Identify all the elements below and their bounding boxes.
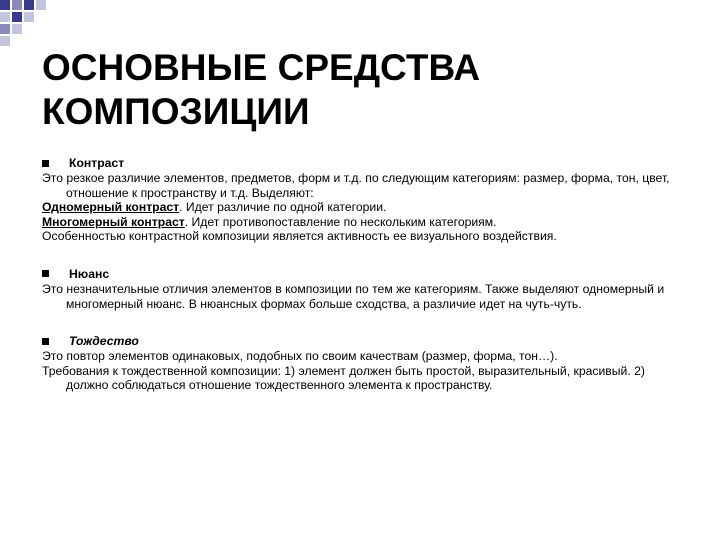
slide-title <box>42 46 682 134</box>
paragraph: Это резкое различие элементов, предметов, форм и т.д. по следующим категориям: размер, форма, тон, цвет, отношение к пространству и т.д. Выделяют: <box>42 171 670 200</box>
slide-body <box>42 155 682 393</box>
section-nuance <box>42 266 682 311</box>
section-identity <box>42 333 682 393</box>
heading-text: Тождество <box>69 333 139 348</box>
heading-text: Нюанс <box>69 266 110 281</box>
heading-text: Контраст <box>69 155 125 170</box>
square-bullet-icon <box>42 338 49 345</box>
section-heading <box>42 333 682 349</box>
square-bullet-icon <box>42 270 49 277</box>
term-description: . Идет противопоставление по нескольким категориям. <box>184 214 497 229</box>
section-contrast <box>42 155 682 244</box>
paragraph: Это незначительные отличия элементов в композиции по тем же категориям. Также выделяют одномерный и многомерный нюанс. В нюансных формах больше сходства, а различие идет на чуть-чуть. <box>42 281 665 311</box>
term-one-dimensional: Одномерный контраст <box>42 200 180 215</box>
square-bullet-icon <box>42 160 49 167</box>
term-multi-dimensional: Многомерный контраст <box>42 214 185 229</box>
paragraph: Требования к тождественной композиции: 1) элемент должен быть простой, выразительный, красивый. 2) должно соблюдаться отношение тождественного элемента к пространству. <box>42 363 645 393</box>
section-heading <box>42 155 682 171</box>
title-line-1: ОСНОВНЫЕ СРЕДСТВА <box>42 47 481 88</box>
title-line-2: КОМПОЗИЦИИ <box>42 91 310 132</box>
paragraph: Это повтор элементов одинаковых, подобных по своим качествам (размер, форма, тон…). <box>42 349 558 364</box>
paragraph <box>42 200 682 215</box>
term-description: . Идет различие по одной категории. <box>179 200 387 215</box>
paragraph <box>42 215 682 230</box>
section-heading <box>42 266 682 282</box>
paragraph: Особенностью контрастной композиции является активность ее визуального воздействия. <box>42 229 557 244</box>
